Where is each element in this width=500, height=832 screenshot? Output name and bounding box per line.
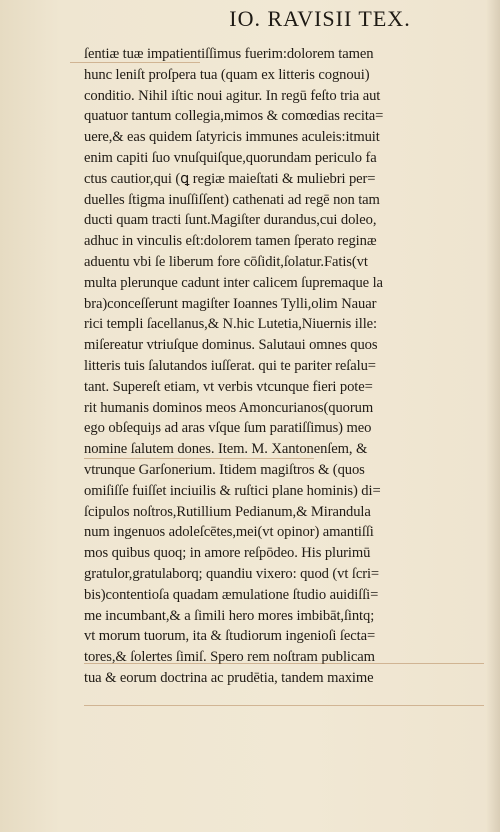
text-line-22: omiſiſſe fuiſſet inciuilis & ruſtici plane hominis) di= xyxy=(84,482,381,499)
text-line-6: enim capiti ſuo vnuſquiſque,quorundam periculo fa xyxy=(84,149,377,166)
text-line-12: multa plerunque cadunt inter calicem ſupremaque la xyxy=(84,274,383,291)
text-line-15: miſereatur vtriuſque dominus. Salutaui omnes quos xyxy=(84,337,378,354)
text-line-2: hunc leniſt proſpera tua (quam ex litteris cognoui) xyxy=(84,66,370,83)
text-line-30: tores,& ſolertes ſimiſ. Spero rem noſtram publicam xyxy=(84,649,375,666)
text-line-14: rici templi ſacellanus,& N.hic Lutetia,Niuernis ille: xyxy=(84,316,377,333)
body-text xyxy=(84,44,492,689)
text-line-21: vtrunque Garſonerium. Itidem magiſtros & (quos xyxy=(84,461,365,478)
text-line-20: nomine ſalutem dones. Item. M. Xantonenſem, & xyxy=(84,441,368,458)
text-line-19: ego obſequiȷs ad aras vſque ſum paratiſſimus) meo xyxy=(84,420,372,437)
text-line-27: bis)contentioſa quadam æmulatione ſtudio auidiſſi= xyxy=(84,586,379,603)
text-line-1: ſentiæ tuæ impatientiſſimus fuerim:dolorem tamen xyxy=(84,46,374,62)
text-line-7: ctus cautior,qui (ꝗ regiæ maieſtati & muliebri per= xyxy=(84,170,376,187)
text-line-10: adhuc in vinculis eſt:dolorem tamen ſperato reginæ xyxy=(84,233,377,250)
text-line-26: gratulor,gratulaborq; quandiu vixero: quod (vt ſcri= xyxy=(84,565,380,582)
underline-mark xyxy=(84,663,484,664)
text-line-28: me incumbant,& a ſimili hero mores imbibāt,ſintq; xyxy=(84,607,375,624)
running-header-text: IO. RAVISII TEX. xyxy=(229,6,411,31)
text-line-25: mos quibus quoq; in amore reſpōdeo. His plurimū xyxy=(84,545,371,562)
text-line-5: uere,& eas quidem ſatyricis immunes aculeis:itmuit xyxy=(84,129,380,146)
text-line-11: aduentu vbi ſe liberum fore cōſidit,ſolatur.Fatis(vt xyxy=(84,253,368,270)
text-line-3: conditio. Nihil iſtic noui agitur. In regū feſto tria aut xyxy=(84,87,381,104)
text-line-31: tua & eorum doctrina ac prudētia, tandem maxime xyxy=(84,669,374,686)
text-line-13: bra)conceſſerunt magiſter Ioannes Tylli,olim Nauar xyxy=(84,295,377,312)
underline-mark xyxy=(84,705,484,706)
text-line-16: litteris tuis ſalutandos iuſſerat. qui te pariter reſalu= xyxy=(84,357,376,374)
text-line-29: vt morum tuorum, ita & ſtudiorum ingenioſi ſecta= xyxy=(84,628,376,645)
text-line-8: duelles ſtigma inuſſiſſent) cathenati ad regē non tam xyxy=(84,191,380,208)
text-line-23: ſcipulos noſtros,Rutillium Pedianum,& Mirandula xyxy=(84,503,371,520)
text-line-17: tant. Supereſt etiam, vt verbis vtcunque fieri pote= xyxy=(84,378,373,395)
underline-mark xyxy=(84,458,314,459)
text-line-18: rit humanis dominos meos Amoncurianos(quorum xyxy=(84,399,374,416)
text-line-24: num ingenuos adoleſcētes,mei(vt opinor) amantiſſi xyxy=(84,524,374,541)
running-header xyxy=(0,6,500,32)
underline-mark xyxy=(70,62,200,63)
text-line-9: ducti quam tracti ſunt.Magiſter durandus,cui doleo, xyxy=(84,212,377,229)
text-line-4: quatuor tantum collegia,mimos & comœdias recita= xyxy=(84,108,384,125)
